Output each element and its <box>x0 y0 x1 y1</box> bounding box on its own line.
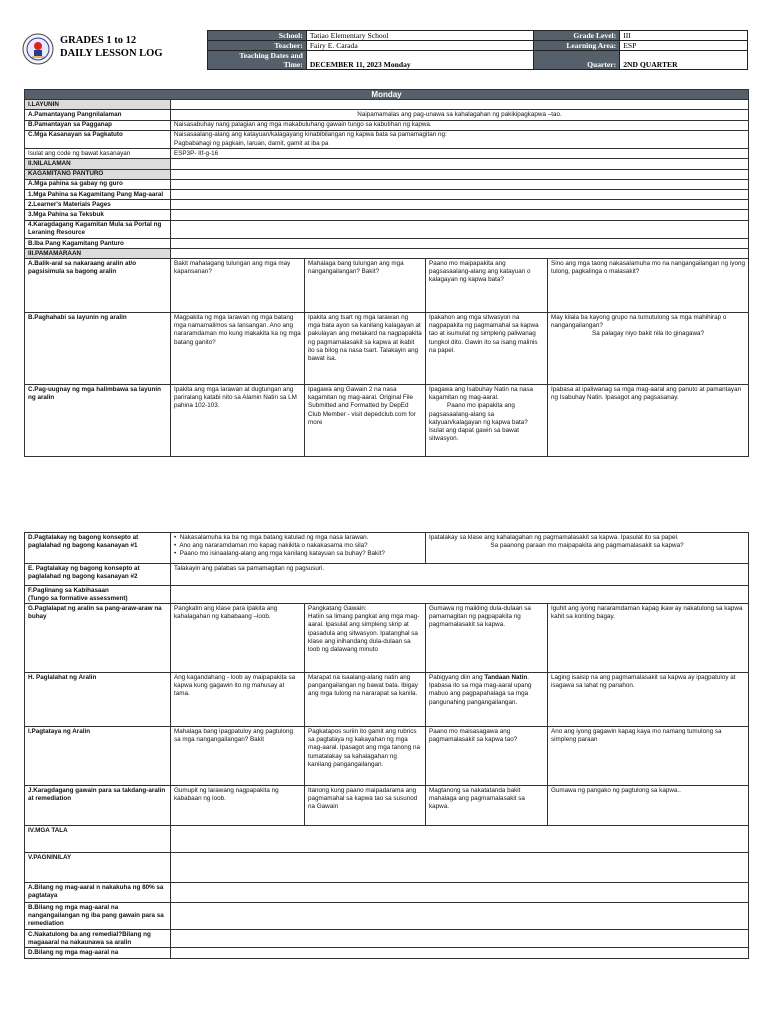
pagtalakay-1-bullets <box>171 533 426 564</box>
paglalahat-c3 <box>426 673 548 727</box>
paglalapat-c4: Iguhit ang iyong nararamdaman kapag ikaw ay nakatulong sa kapwa kahit sa konting bagay. <box>548 604 749 673</box>
grade-label: Grade Level: <box>534 31 620 41</box>
pahina-guro-label: A.Mga pahina sa gabay ng guro <box>25 179 171 189</box>
pagtalakay-bullet-2: • Ano ang nararamdaman mo kapag nakikita o nakakasama mo sila? <box>174 541 368 549</box>
school-value: Tatiao Elementary School <box>306 31 534 41</box>
kagamitan-label: KAGAMITANG PANTURO <box>25 169 171 179</box>
pamantayan-pagganap-value: Naisasabuhay nang palagian ang mga makabuluhang gawain tungo sa kabutihan ng kapwa. <box>171 120 749 130</box>
pagtalakay-2-value: Talakayin ang palabas sa pamamagitan ng pagsusuri. <box>171 564 749 586</box>
paghahabi-c4 <box>548 313 749 385</box>
learners-label: 2.Learner's Materials Pages <box>25 200 171 210</box>
iba-label: B.Iba Pang Kagamitang Panturo <box>25 239 171 249</box>
pagtataya-c1: Mahalaga bang ipagpatuloy ang pagtulong sa mga nangangailangan? Bakit <box>171 727 305 786</box>
dates-label <box>208 51 307 70</box>
mga-tala-label: IV.MGA TALA <box>25 826 171 853</box>
paghahabi-label: B.Paghahabi sa layunin ng aralin <box>25 313 171 385</box>
lesson-table-top <box>24 89 749 457</box>
pagtalakay-1-label: D.Pagtalakay ng bagong konsepto at paglalahad ng bagong kasanayan #1 <box>25 533 171 564</box>
deped-seal-icon <box>22 33 54 65</box>
pagninilay-label: V.PAGNINILAY <box>25 853 171 883</box>
paghahabi-c4-line-1: May kilala ba kayong grupo na tumutulong sa mga mahihirap o nangangailangan? <box>551 313 727 330</box>
paglalahat-c2: Marapat na isaalang-alang natin ang pangangailangan ng bawat bata. Ibigay ang mga tulong na nararapat sa kanila. <box>305 673 426 727</box>
balik-aral-c4: Sino ang mga taong nakasalamuha mo na nangangailangan ng iyong tulong, pagkalinga o malasakit? <box>548 259 749 313</box>
dates-label-1: Teaching Dates and <box>239 51 303 60</box>
paglalahat-c1: Ang kagandahang - loob ay maipapakita sa kapwa kung gagawin ito ng mahusay at tama. <box>171 673 305 727</box>
paghahabi-c4-line-2: Sa palagay niyo bakit nila ito ginagawa? <box>592 330 705 338</box>
pag-uugnay-c4: Ipabasa at ipaliwanag sa mga mag-aaral ang panuto at pamantayan ng Isabuhay Natin. Ipasagot ang pagsasanay. <box>548 385 749 457</box>
pag-uugnay-c3 <box>426 385 548 457</box>
pag-uugnay-c2: Ipagawa ang Gawain 2 na nasa kagamitan ng mag-aaral. Original File Submitted and Formatted by DepEd Club Member - visit depedclub.com for more <box>305 385 426 457</box>
pamamaraan-label: III.PAMAMARAAN <box>25 249 171 259</box>
balik-aral-c2: Mahalaga bang tulungan ang mga nangangailangan? Bakit? <box>305 259 426 313</box>
pagtalakay-bullet-1: • Nakasalamuha ka ba ng mga batang katulad ng mga nasa larawan. <box>174 533 369 541</box>
paglinang-label <box>25 586 171 604</box>
pagtalakay-bullet-3: • Paano mo isinaalang-alang ang mga kanilang katayuan sa buhay? Bakit? <box>174 549 385 557</box>
paglalahat-c3-a: Pabigyang diin ang <box>429 673 485 681</box>
pag-uugnay-c1: Ipakita ang mga larawan at dugtungan ang pariralang katabi nito sa Alamin Natin sa LM pahina 102-103. <box>171 385 305 457</box>
title-dll: DAILY LESSON LOG <box>60 48 163 59</box>
takdang-aralin-c2: Itanong kung paano maipadarama ang pagmamahal sa kapwa tao sa susunod na Gawain <box>305 786 426 826</box>
bilang-remediation-label: B.Bilang ng mga mag-aaral na nangangailangan ng iba pang gawain para sa remediation <box>25 903 171 930</box>
kasanayan-label: C.Mga Kasanayan sa Pagkatuto <box>25 130 171 148</box>
pag-uugnay-label: C.Pag-uugnay ng mga halimbawa sa layunin ng aralin <box>25 385 171 457</box>
teksbuk-label: 3.Mga Pahina sa Teksbuk <box>25 210 171 220</box>
code-value: ESP3P- IIf-g-16 <box>171 149 749 159</box>
kasanayan-value <box>171 130 749 148</box>
pagtalakay-bullet-1-text: Nakasalamuha ka ba ng mga batang katulad ng mga nasa larawan. <box>179 533 369 541</box>
pagtalakay-1-right <box>426 533 749 564</box>
pagtataya-c2: Pagkatapos suriin ito gamit ang rubrics sa pagtataya ng kakayahan ng mga mag-aaral. Ipasagot ang mga tanong na tumatalakay sa kahalagahan ng kanilang pangangailangan. <box>305 727 426 786</box>
paglalapat-c2: Pangkatang Gawain: Hatiin sa limang pangkat ang mga mag-aaral. Ipasulat ang simpleng skrip at ipasadula ang sitwasyon. Ipatanghal sa klase ang inihandang dula-dulaan sa loob ng dalawang minuto <box>305 604 426 673</box>
pag-uugnay-c3-line-2: Paano mo ipapakita ang pagsasaalang-alang sa katyuan/kalagayan ng kapwa bata? Isulat ang dapat gawin sa bawat sitwasyon. <box>429 402 528 443</box>
karagdagang-label: 4.Karagdagang Kagamitan Mula sa Portal ng Leraning Resource <box>25 220 171 238</box>
pagtalakay-bullet-3-text: Paano mo isinaalang-alang ang mga kanilang katayuan sa buhay? Bakit? <box>179 549 385 557</box>
paglalapat-c1: Pangkatin ang klase para ipakita ang kahalagahan ng kababaang –loob. <box>171 604 305 673</box>
paghahabi-c2: Ipakita ang tsart ng mga larawan ng mga bata ayon sa kanilang kalagayan at pakulayan ang metakard na nagpapakita ng pagmamalasakit sa kapwa at ikabit ito sa bilog na nasa tsart. Talakayin ang bawat isa. <box>305 313 426 385</box>
bilang-d-label: D.Bilang ng mga mag-aaral na <box>25 948 171 958</box>
paglinang-label-1: F.Paglinang sa Kabihasaan <box>28 586 109 594</box>
pagtalakay-right-line-1: Ipatalakay sa klase ang kahalagahan ng pagmamalasakit sa kapwa. Ipasulat ito sa papel. <box>429 533 679 541</box>
paghahabi-c3: Ipakahon ang mga sitwasyon na nagpapakita ng pagmamahal sa kapwa tao at isumulat ng simpleng paliwanag tungkol dito. Gawin ito sa isang malinis na papel. <box>426 313 548 385</box>
pamantayan-pagganap-label: B.Pamantayan sa Pagganap <box>25 120 171 130</box>
teacher-value: Fairy E. Carada <box>306 41 534 51</box>
pagtalakay-right-line-2: Sa paanong paraan mo maipapakita ang pagmamalasakit sa kapwa? <box>490 541 684 549</box>
dates-label-2: Time: <box>283 60 303 69</box>
dates-value: DECEMBER 11, 2023 Monday <box>306 51 534 70</box>
title-grades: GRADES 1 to 12 <box>60 35 137 46</box>
bilang-80-label: A.Bilang ng mag-aaral n nakakuha ng 80% sa pagtataya <box>25 883 171 903</box>
paglinang-label-2: (Tungo sa formative assessment) <box>28 594 128 602</box>
layunin-label: I.LAYUNIN <box>25 100 171 110</box>
pamantayang-pangnilalaman-label: A.Pamantayang Pangnilalaman <box>25 110 171 120</box>
mag-aaral-label: 1.Mga Pahina sa Kagamitang Pang Mag-aaral <box>25 190 171 200</box>
pagtalakay-2-label: E. Pagtalakay ng bagong konsepto at paglalahad ng bagong kasanayan #2 <box>25 564 171 586</box>
paghahabi-c1: Magpakita ng mga larawan ng mga batang mga namamalimos sa lansangan. Ano ang nararamdaman mo kung makakita ka ng mga batang ganito? <box>171 313 305 385</box>
paglalahat-c3-c: . Ipabasa ito sa mga mag-aaral upang mabuo ang pagpapahalaga sa mga pangunahing pangangailangan. <box>429 673 532 706</box>
pagtataya-c4: Ano ang iyong gagawin kapag kaya mo namang tumulong sa simpleng paraan <box>548 727 749 786</box>
pagtataya-c3: Paano mo maisasagawa ang pagmamalasakit sa kapwa tao? <box>426 727 548 786</box>
day-header: Monday <box>25 90 749 100</box>
grade-value: III <box>620 31 748 41</box>
balik-aral-c3: Paano mo maipapakita ang pagsasaalang-alang ang katayuan o kalagayan ng kapwa bata? <box>426 259 548 313</box>
paglalahat-c4: Laging isaisip na ang pagmamalasakit sa kapwa ay ipagpatuloy at isagawa sa lahat ng panahon. <box>548 673 749 727</box>
takdang-aralin-c3: Magtanong sa nakatatanda bakit mahalaga ang pagmamalasakit sa kapwa. <box>426 786 548 826</box>
lesson-table-bottom <box>24 532 749 959</box>
pamantayang-pangnilalaman-value: Naipamamalas ang pag-unawa sa kahalagahan ng pakikipagkapwa –tao. <box>171 110 749 120</box>
nilalaman-label: II.NILALAMAN <box>25 159 171 169</box>
kasanayan-line-2: Pagbabahagi ng pagkain, laruan, damit, gamit at iba pa <box>174 139 329 147</box>
kasanayan-line-1: Naisasaalang-alang ang katayuan/kalagayang kinabibilangan ng kapwa bata sa pamamagitan ng: <box>174 131 447 139</box>
paglalapat-label: G.Paglalapat ng aralin sa pang-araw-araw na buhay <box>25 604 171 673</box>
quarter-label: Quarter: <box>534 51 620 70</box>
area-value: ESP <box>620 41 748 51</box>
takdang-aralin-c1: Gumupit ng larawang nagpapakita ng kababaan ng loob. <box>171 786 305 826</box>
balik-aral-c1: Bakit mahalagang tulungan ang mga may kapansanan? <box>171 259 305 313</box>
area-label: Learning Area: <box>534 41 620 51</box>
takdang-aralin-c4: Gumawa ng pangako ng pagtulong sa kapwa.. <box>548 786 749 826</box>
paglalahat-c3-b: Tandaan Natin <box>484 673 528 681</box>
paglalapat-c3: Gumawa ng maikling dula-dulaan sa pamamagitan ng pagpapakita ng pagmamalasakit sa kapwa. <box>426 604 548 673</box>
paglalahat-label: H. Paglalahat ng Aralin <box>25 673 171 727</box>
takdang-aralin-label: J.Karagdagang gawain para sa takdang-aralin at remediation <box>25 786 171 826</box>
code-label: Isulat ang code ng bawat kasanayan <box>25 149 171 159</box>
header <box>20 30 748 72</box>
quarter-value: 2ND QUARTER <box>620 51 748 70</box>
pagtataya-label: I.Pagtataya ng Aralin <box>25 727 171 786</box>
pag-uugnay-c3-line-1: Ipagawa ang Isabuhay Natin na nasa kagamitan ng mag-aaral. <box>429 385 533 402</box>
balik-aral-label: A.Balik-aral sa nakaraang aralin at/o pagsisimula sa bagong aralin <box>25 259 171 313</box>
teacher-label: Teacher: <box>208 41 307 51</box>
school-label: School: <box>208 31 307 41</box>
header-info-table <box>207 30 748 70</box>
pagtalakay-bullet-2-text: Ano ang nararamdaman mo kapag nakikita o nakakasama mo sila? <box>179 541 368 549</box>
remedial-label: C.Nakatulong ba ang remedial?Bilang ng magaaaral na nakaunawa sa aralin <box>25 930 171 948</box>
page-title <box>60 30 225 72</box>
